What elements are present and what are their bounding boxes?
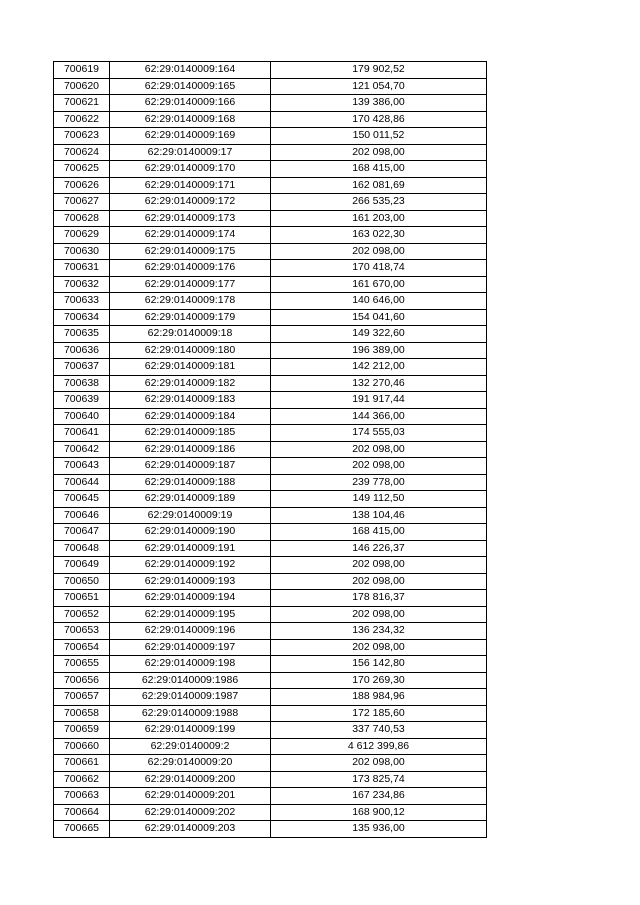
table-row bbox=[54, 95, 487, 112]
value-cell: 135 936,00 bbox=[271, 821, 487, 838]
value-cell: 173 825,74 bbox=[271, 771, 487, 788]
value-cell: 266 535,23 bbox=[271, 194, 487, 211]
value-cell: 4 612 399,86 bbox=[271, 738, 487, 755]
cadastral-number-cell: 62:29:0140009:166 bbox=[110, 95, 271, 112]
value-cell: 202 098,00 bbox=[271, 557, 487, 574]
cadastral-number-cell: 62:29:0140009:201 bbox=[110, 788, 271, 805]
cadastral-number-cell: 62:29:0140009:186 bbox=[110, 441, 271, 458]
value-cell: 168 415,00 bbox=[271, 524, 487, 541]
table-row bbox=[54, 738, 487, 755]
value-cell: 162 081,69 bbox=[271, 177, 487, 194]
value-cell: 154 041,60 bbox=[271, 309, 487, 326]
cadastral-number-cell: 62:29:0140009:195 bbox=[110, 606, 271, 623]
cadastral-number-cell: 62:29:0140009:185 bbox=[110, 425, 271, 442]
table-row bbox=[54, 540, 487, 557]
value-cell: 239 778,00 bbox=[271, 474, 487, 491]
value-cell: 174 555,03 bbox=[271, 425, 487, 442]
row-number-cell: 700635 bbox=[54, 326, 110, 343]
cadastral-number-cell: 62:29:0140009:190 bbox=[110, 524, 271, 541]
row-number-cell: 700637 bbox=[54, 359, 110, 376]
row-number-cell: 700625 bbox=[54, 161, 110, 178]
row-number-cell: 700664 bbox=[54, 804, 110, 821]
cadastral-number-cell: 62:29:0140009:178 bbox=[110, 293, 271, 310]
row-number-cell: 700640 bbox=[54, 408, 110, 425]
row-number-cell: 700658 bbox=[54, 705, 110, 722]
table-row bbox=[54, 524, 487, 541]
row-number-cell: 700657 bbox=[54, 689, 110, 706]
row-number-cell: 700632 bbox=[54, 276, 110, 293]
table-row bbox=[54, 507, 487, 524]
data-table bbox=[53, 61, 487, 838]
table-row bbox=[54, 161, 487, 178]
cadastral-number-cell: 62:29:0140009:172 bbox=[110, 194, 271, 211]
row-number-cell: 700661 bbox=[54, 755, 110, 772]
value-cell: 156 142,80 bbox=[271, 656, 487, 673]
value-cell: 163 022,30 bbox=[271, 227, 487, 244]
table-row bbox=[54, 557, 487, 574]
value-cell: 202 098,00 bbox=[271, 144, 487, 161]
cadastral-number-cell: 62:29:0140009:180 bbox=[110, 342, 271, 359]
row-number-cell: 700636 bbox=[54, 342, 110, 359]
value-cell: 202 098,00 bbox=[271, 458, 487, 475]
cadastral-number-cell: 62:29:0140009:187 bbox=[110, 458, 271, 475]
cadastral-number-cell: 62:29:0140009:174 bbox=[110, 227, 271, 244]
table-row bbox=[54, 177, 487, 194]
cadastral-number-cell: 62:29:0140009:182 bbox=[110, 375, 271, 392]
table-row bbox=[54, 441, 487, 458]
cadastral-number-cell: 62:29:0140009:193 bbox=[110, 573, 271, 590]
table-row bbox=[54, 62, 487, 79]
row-number-cell: 700643 bbox=[54, 458, 110, 475]
cadastral-number-cell: 62:29:0140009:164 bbox=[110, 62, 271, 79]
row-number-cell: 700644 bbox=[54, 474, 110, 491]
cadastral-number-cell: 62:29:0140009:18 bbox=[110, 326, 271, 343]
cadastral-number-cell: 62:29:0140009:171 bbox=[110, 177, 271, 194]
cadastral-number-cell: 62:29:0140009:17 bbox=[110, 144, 271, 161]
row-number-cell: 700655 bbox=[54, 656, 110, 673]
row-number-cell: 700646 bbox=[54, 507, 110, 524]
table-row bbox=[54, 689, 487, 706]
row-number-cell: 700621 bbox=[54, 95, 110, 112]
table-row bbox=[54, 705, 487, 722]
cadastral-number-cell: 62:29:0140009:1987 bbox=[110, 689, 271, 706]
cadastral-number-cell: 62:29:0140009:19 bbox=[110, 507, 271, 524]
table-row bbox=[54, 788, 487, 805]
row-number-cell: 700629 bbox=[54, 227, 110, 244]
row-number-cell: 700650 bbox=[54, 573, 110, 590]
table-row bbox=[54, 408, 487, 425]
row-number-cell: 700645 bbox=[54, 491, 110, 508]
table-row bbox=[54, 78, 487, 95]
cadastral-number-cell: 62:29:0140009:179 bbox=[110, 309, 271, 326]
table-row bbox=[54, 722, 487, 739]
table-row bbox=[54, 821, 487, 838]
cadastral-number-cell: 62:29:0140009:191 bbox=[110, 540, 271, 557]
table-row bbox=[54, 425, 487, 442]
row-number-cell: 700633 bbox=[54, 293, 110, 310]
row-number-cell: 700626 bbox=[54, 177, 110, 194]
table-row bbox=[54, 771, 487, 788]
value-cell: 170 418,74 bbox=[271, 260, 487, 277]
value-cell: 144 366,00 bbox=[271, 408, 487, 425]
row-number-cell: 700660 bbox=[54, 738, 110, 755]
value-cell: 139 386,00 bbox=[271, 95, 487, 112]
row-number-cell: 700654 bbox=[54, 639, 110, 656]
row-number-cell: 700649 bbox=[54, 557, 110, 574]
value-cell: 202 098,00 bbox=[271, 441, 487, 458]
table-row bbox=[54, 474, 487, 491]
cadastral-number-cell: 62:29:0140009:202 bbox=[110, 804, 271, 821]
table-row bbox=[54, 260, 487, 277]
cadastral-number-cell: 62:29:0140009:173 bbox=[110, 210, 271, 227]
row-number-cell: 700630 bbox=[54, 243, 110, 260]
row-number-cell: 700665 bbox=[54, 821, 110, 838]
value-cell: 179 902,52 bbox=[271, 62, 487, 79]
cadastral-number-cell: 62:29:0140009:184 bbox=[110, 408, 271, 425]
table-row bbox=[54, 672, 487, 689]
value-cell: 150 011,52 bbox=[271, 128, 487, 145]
table-row bbox=[54, 342, 487, 359]
row-number-cell: 700620 bbox=[54, 78, 110, 95]
cadastral-number-cell: 62:29:0140009:165 bbox=[110, 78, 271, 95]
cadastral-number-cell: 62:29:0140009:175 bbox=[110, 243, 271, 260]
table-row bbox=[54, 804, 487, 821]
table-row bbox=[54, 458, 487, 475]
table-row bbox=[54, 326, 487, 343]
value-cell: 202 098,00 bbox=[271, 606, 487, 623]
value-cell: 172 185,60 bbox=[271, 705, 487, 722]
cadastral-number-cell: 62:29:0140009:196 bbox=[110, 623, 271, 640]
value-cell: 142 212,00 bbox=[271, 359, 487, 376]
cadastral-number-cell: 62:29:0140009:181 bbox=[110, 359, 271, 376]
table-row bbox=[54, 606, 487, 623]
value-cell: 168 900,12 bbox=[271, 804, 487, 821]
value-cell: 132 270,46 bbox=[271, 375, 487, 392]
value-cell: 202 098,00 bbox=[271, 639, 487, 656]
value-cell: 191 917,44 bbox=[271, 392, 487, 409]
cadastral-number-cell: 62:29:0140009:176 bbox=[110, 260, 271, 277]
value-cell: 178 816,37 bbox=[271, 590, 487, 607]
row-number-cell: 700623 bbox=[54, 128, 110, 145]
cadastral-number-cell: 62:29:0140009:199 bbox=[110, 722, 271, 739]
value-cell: 202 098,00 bbox=[271, 573, 487, 590]
cadastral-number-cell: 62:29:0140009:183 bbox=[110, 392, 271, 409]
value-cell: 161 203,00 bbox=[271, 210, 487, 227]
cadastral-number-cell: 62:29:0140009:189 bbox=[110, 491, 271, 508]
row-number-cell: 700652 bbox=[54, 606, 110, 623]
cadastral-number-cell: 62:29:0140009:194 bbox=[110, 590, 271, 607]
value-cell: 196 389,00 bbox=[271, 342, 487, 359]
value-cell: 149 322,60 bbox=[271, 326, 487, 343]
cadastral-number-cell: 62:29:0140009:2 bbox=[110, 738, 271, 755]
table-row bbox=[54, 243, 487, 260]
value-cell: 170 428,86 bbox=[271, 111, 487, 128]
table-row bbox=[54, 755, 487, 772]
value-cell: 188 984,96 bbox=[271, 689, 487, 706]
row-number-cell: 700651 bbox=[54, 590, 110, 607]
table-row bbox=[54, 210, 487, 227]
value-cell: 149 112,50 bbox=[271, 491, 487, 508]
table-row bbox=[54, 590, 487, 607]
row-number-cell: 700648 bbox=[54, 540, 110, 557]
row-number-cell: 700622 bbox=[54, 111, 110, 128]
value-cell: 146 226,37 bbox=[271, 540, 487, 557]
value-cell: 136 234,32 bbox=[271, 623, 487, 640]
table-row bbox=[54, 144, 487, 161]
row-number-cell: 700627 bbox=[54, 194, 110, 211]
table-row bbox=[54, 111, 487, 128]
row-number-cell: 700642 bbox=[54, 441, 110, 458]
table-row bbox=[54, 656, 487, 673]
cadastral-number-cell: 62:29:0140009:177 bbox=[110, 276, 271, 293]
row-number-cell: 700662 bbox=[54, 771, 110, 788]
row-number-cell: 700638 bbox=[54, 375, 110, 392]
table-row bbox=[54, 309, 487, 326]
value-cell: 202 098,00 bbox=[271, 755, 487, 772]
row-number-cell: 700624 bbox=[54, 144, 110, 161]
value-cell: 161 670,00 bbox=[271, 276, 487, 293]
cadastral-number-cell: 62:29:0140009:20 bbox=[110, 755, 271, 772]
cadastral-number-cell: 62:29:0140009:169 bbox=[110, 128, 271, 145]
cadastral-number-cell: 62:29:0140009:198 bbox=[110, 656, 271, 673]
cadastral-number-cell: 62:29:0140009:168 bbox=[110, 111, 271, 128]
row-number-cell: 700628 bbox=[54, 210, 110, 227]
value-cell: 170 269,30 bbox=[271, 672, 487, 689]
row-number-cell: 700631 bbox=[54, 260, 110, 277]
value-cell: 167 234,86 bbox=[271, 788, 487, 805]
cadastral-number-cell: 62:29:0140009:197 bbox=[110, 639, 271, 656]
cadastral-number-cell: 62:29:0140009:1988 bbox=[110, 705, 271, 722]
table-row bbox=[54, 276, 487, 293]
cadastral-number-cell: 62:29:0140009:188 bbox=[110, 474, 271, 491]
row-number-cell: 700653 bbox=[54, 623, 110, 640]
row-number-cell: 700641 bbox=[54, 425, 110, 442]
value-cell: 202 098,00 bbox=[271, 243, 487, 260]
table-row bbox=[54, 623, 487, 640]
table-row bbox=[54, 359, 487, 376]
table-row bbox=[54, 491, 487, 508]
row-number-cell: 700619 bbox=[54, 62, 110, 79]
value-cell: 168 415,00 bbox=[271, 161, 487, 178]
cadastral-number-cell: 62:29:0140009:170 bbox=[110, 161, 271, 178]
value-cell: 138 104,46 bbox=[271, 507, 487, 524]
row-number-cell: 700639 bbox=[54, 392, 110, 409]
value-cell: 337 740,53 bbox=[271, 722, 487, 739]
table-row bbox=[54, 392, 487, 409]
row-number-cell: 700634 bbox=[54, 309, 110, 326]
table-row bbox=[54, 227, 487, 244]
cadastral-number-cell: 62:29:0140009:192 bbox=[110, 557, 271, 574]
table-row bbox=[54, 128, 487, 145]
row-number-cell: 700647 bbox=[54, 524, 110, 541]
cadastral-number-cell: 62:29:0140009:203 bbox=[110, 821, 271, 838]
cadastral-number-cell: 62:29:0140009:200 bbox=[110, 771, 271, 788]
value-cell: 121 054,70 bbox=[271, 78, 487, 95]
table-body bbox=[54, 62, 487, 838]
table-row bbox=[54, 573, 487, 590]
table-row bbox=[54, 293, 487, 310]
table-row bbox=[54, 194, 487, 211]
row-number-cell: 700656 bbox=[54, 672, 110, 689]
row-number-cell: 700663 bbox=[54, 788, 110, 805]
table-row bbox=[54, 375, 487, 392]
value-cell: 140 646,00 bbox=[271, 293, 487, 310]
row-number-cell: 700659 bbox=[54, 722, 110, 739]
table-row bbox=[54, 639, 487, 656]
cadastral-number-cell: 62:29:0140009:1986 bbox=[110, 672, 271, 689]
